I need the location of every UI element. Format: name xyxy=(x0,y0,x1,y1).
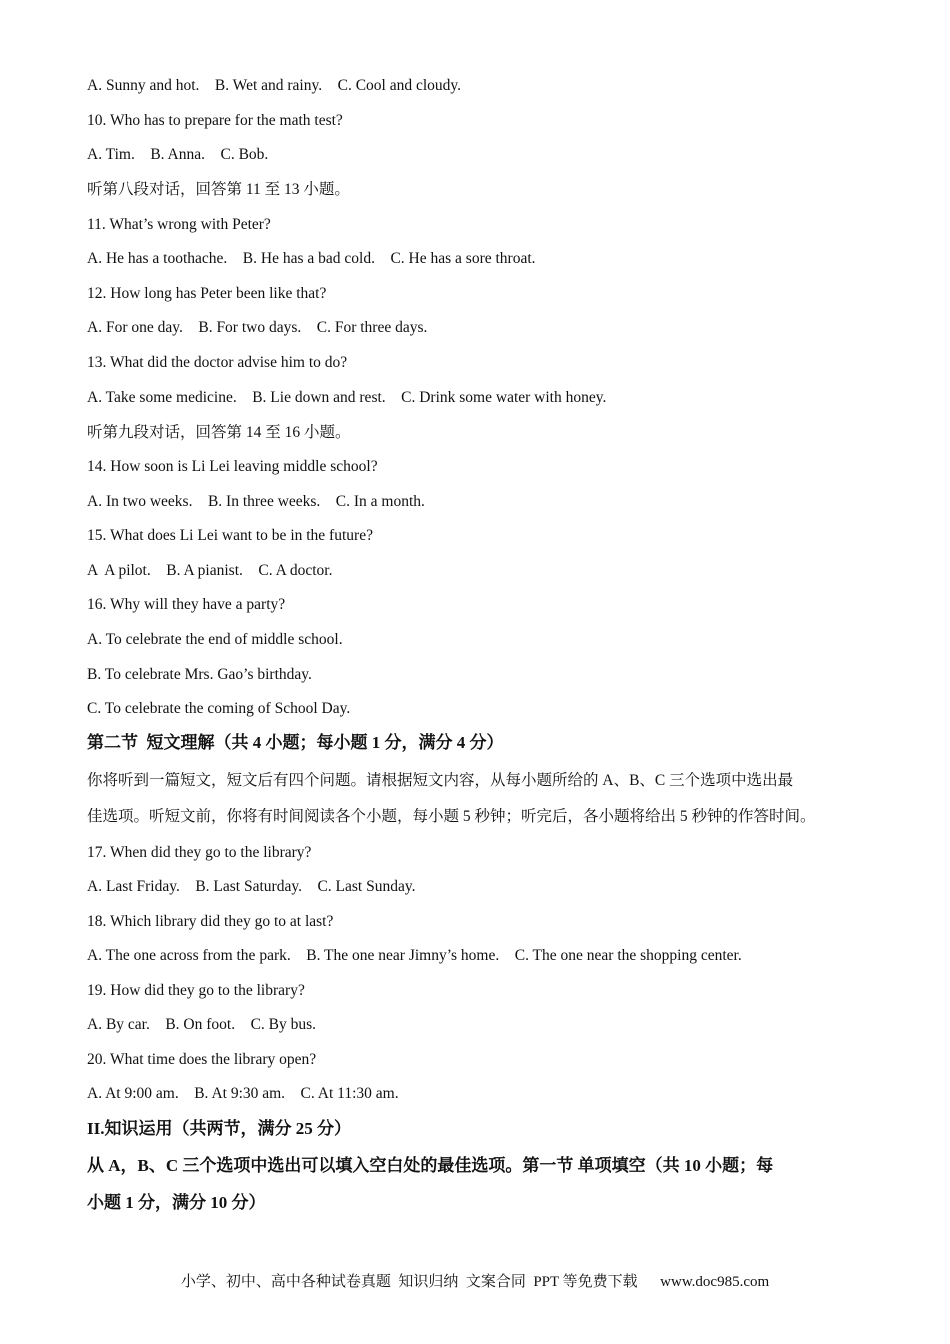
text-line: A. Last Friday. B. Last Saturday. C. Last Sunday. xyxy=(87,878,416,895)
section-heading: II.知识运用（共两节，满分 25 分） xyxy=(87,1119,351,1138)
text-line: A. Take some medicine. B. Lie down and rest. C. Drink some water with honey. xyxy=(87,389,607,406)
question-line: 16. Why will they have a party? xyxy=(87,596,286,613)
section-heading: 第二节 短文理解（共 4 小题；每小题 1 分，满分 4 分） xyxy=(87,733,504,752)
question-line: 17. When did they go to the library? xyxy=(87,844,312,861)
question-line: 11. What’s wrong with Peter? xyxy=(87,216,271,233)
text-line: A. For one day. B. For two days. C. For three days. xyxy=(87,319,428,336)
question-line: 10. Who has to prepare for the math test? xyxy=(87,112,343,129)
text-line: A. To celebrate the end of middle school. xyxy=(87,631,343,648)
text-line: A. By car. B. On foot. C. By bus. xyxy=(87,1016,317,1033)
section-instruction: 佳选项。听短文前，你将有时间阅读各个小题，每小题 5 秒钟；听完后，各小题将给出 5 秒钟的作答时间。 xyxy=(87,808,816,825)
section-heading: 小题 1 分，满分 10 分） xyxy=(87,1193,266,1212)
text-line: A. Tim. B. Anna. C. Bob. xyxy=(87,146,269,163)
text-line: A. In two weeks. B. In three weeks. C. In a month. xyxy=(87,493,425,510)
question-line: 15. What does Li Lei want to be in the future? xyxy=(87,527,373,544)
section-instruction: 听第八段对话，回答第 11 至 13 小题。 xyxy=(87,181,350,198)
section-instruction: 你将听到一篇短文，短文后有四个问题。请根据短文内容，从每小题所给的 A、B、C 三个选项中选出最 xyxy=(87,772,794,789)
section-instruction: 听第九段对话，回答第 14 至 16 小题。 xyxy=(87,424,351,441)
question-line: 12. How long has Peter been like that? xyxy=(87,285,327,302)
text-line: A. He has a toothache. B. He has a bad cold. C. He has a sore throat. xyxy=(87,250,536,267)
question-line: 13. What did the doctor advise him to do? xyxy=(87,354,348,371)
text-line: A. Sunny and hot. B. Wet and rainy. C. Cool and cloudy. xyxy=(87,77,462,94)
text-line: B. To celebrate Mrs. Gao’s birthday. xyxy=(87,666,312,683)
section-heading: 从 A，B、C 三个选项中选出可以填入空白处的最佳选项。第一节 单项填空（共 10 小题；每 xyxy=(87,1156,774,1175)
text-line: A. At 9:00 am. B. At 9:30 am. C. At 11:30 am. xyxy=(87,1085,399,1102)
text-line: C. To celebrate the coming of School Day. xyxy=(87,700,351,717)
question-line: 18. Which library did they go to at last? xyxy=(87,913,334,930)
question-line: 20. What time does the library open? xyxy=(87,1051,317,1068)
question-line: 19. How did they go to the library? xyxy=(87,982,305,999)
text-line: A A pilot. B. A pianist. C. A doctor. xyxy=(87,562,333,579)
question-line: 14. How soon is Li Lei leaving middle school? xyxy=(87,458,378,475)
text-line: A. The one across from the park. B. The one near Jimny’s home. C. The one near the shopping center. xyxy=(87,947,742,964)
page-footer: 小学、初中、高中各种试卷真题 知识归纳 文案合同 PPT 等免费下载 www.doc985.com xyxy=(180,1274,770,1290)
